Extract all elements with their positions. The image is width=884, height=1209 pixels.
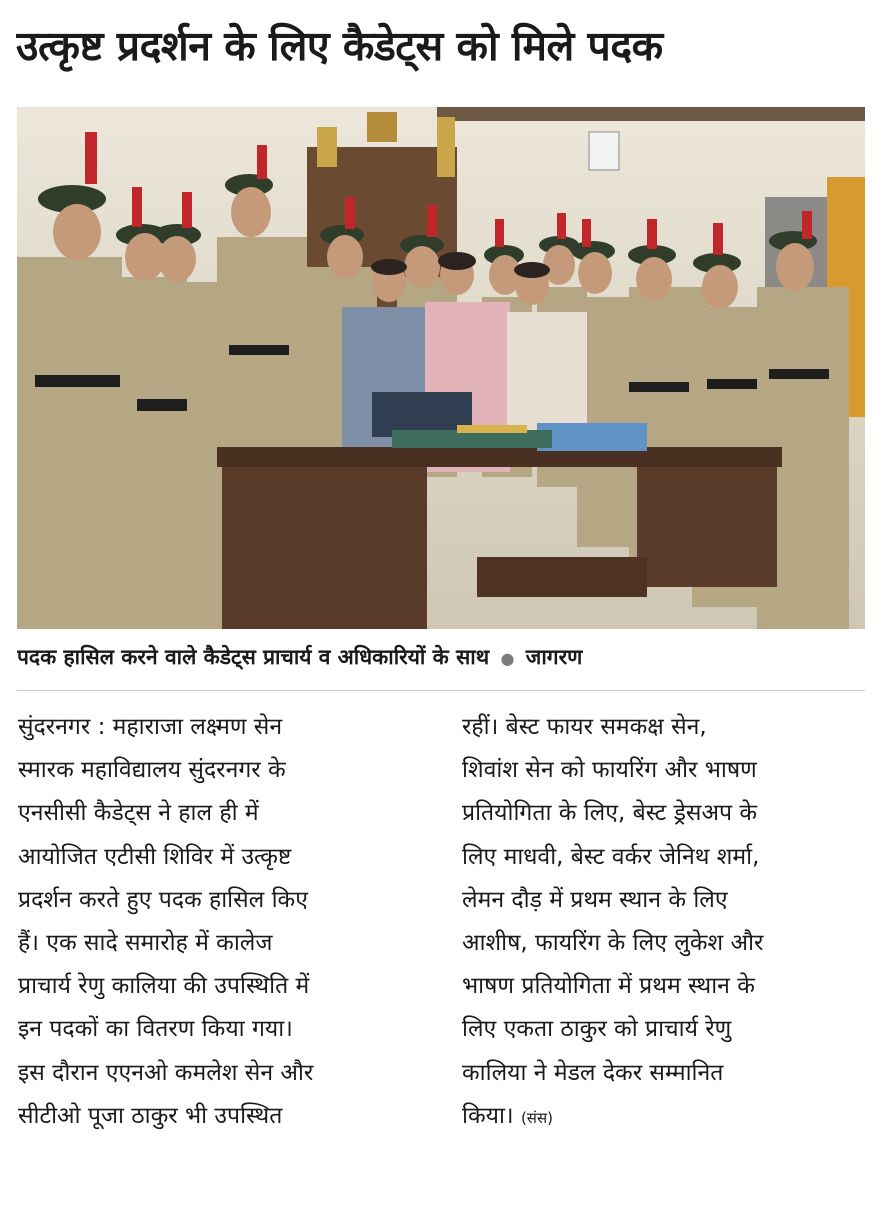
article-line: सुंदरनगर : महाराजा लक्ष्मण सेन [18, 714, 283, 740]
article-line: भाषण प्रतियोगिता में प्रथम स्थान के [462, 973, 755, 1000]
article-line: हैं। एक सादे समारोह में कालेज [18, 929, 273, 956]
article-column-left [18, 706, 428, 1138]
article-line: लिए एकता ठाकुर को प्राचार्य रेणु [462, 1016, 732, 1043]
bullet-icon: ● [500, 649, 515, 668]
headline: उत्कृष्ट प्रदर्शन के लिए कैडेट्स को मिले पदक [16, 22, 663, 70]
article-line-final [462, 1095, 872, 1138]
article-line: सीटीओ पूजा ठाकुर भी उपस्थित [18, 1102, 283, 1129]
article-line: इन पदकों का वितरण किया गया। [18, 1016, 293, 1043]
article-line: लिए माधवी, बेस्ट वर्कर जेनिथ शर्मा, [462, 843, 760, 870]
caption-text: पदक हासिल करने वाले कैडेट्स प्राचार्य व अधिकारियों के साथ [17, 645, 490, 669]
article-line: प्रतियोगिता के लिए, बेस्ट ड्रेसअप के [462, 800, 758, 827]
article-line: आशीष, फायरिंग के लिए लुकेश और [462, 929, 764, 956]
article-line: शिवांश सेन को फायरिंग और भाषण [462, 757, 757, 784]
article-line: इस दौरान एएनओ कमलेश सेन और [18, 1059, 314, 1086]
article-line: प्रदर्शन करते हुए पदक हासिल किए [18, 886, 308, 913]
article-line: एनसीसी कैडेट्स ने हाल ही में [18, 800, 259, 827]
article-line: आयोजित एटीसी शिविर में उत्कृष्ट [18, 843, 292, 870]
caption-source: जागरण [525, 645, 583, 669]
article-line: रहीं। बेस्ट फायर समकक्ष सेन, [462, 714, 707, 740]
photo-caption [17, 642, 865, 674]
article-line: प्राचार्य रेणु कालिया की उपस्थिति में [18, 973, 310, 1000]
article-line: लेमन दौड़ में प्रथम स्थान के लिए [462, 886, 728, 913]
reporter-credit: (संस) [520, 1108, 553, 1127]
article-line: कालिया ने मेडल देकर सम्मानित [462, 1059, 724, 1086]
caption-divider [17, 690, 865, 691]
news-photo [17, 107, 865, 629]
group-photo-icon [17, 107, 865, 629]
article-line-text: किया। [462, 1102, 514, 1129]
article-line: स्मारक महाविद्यालय सुंदरनगर के [18, 757, 286, 784]
article-column-right [462, 706, 872, 1138]
